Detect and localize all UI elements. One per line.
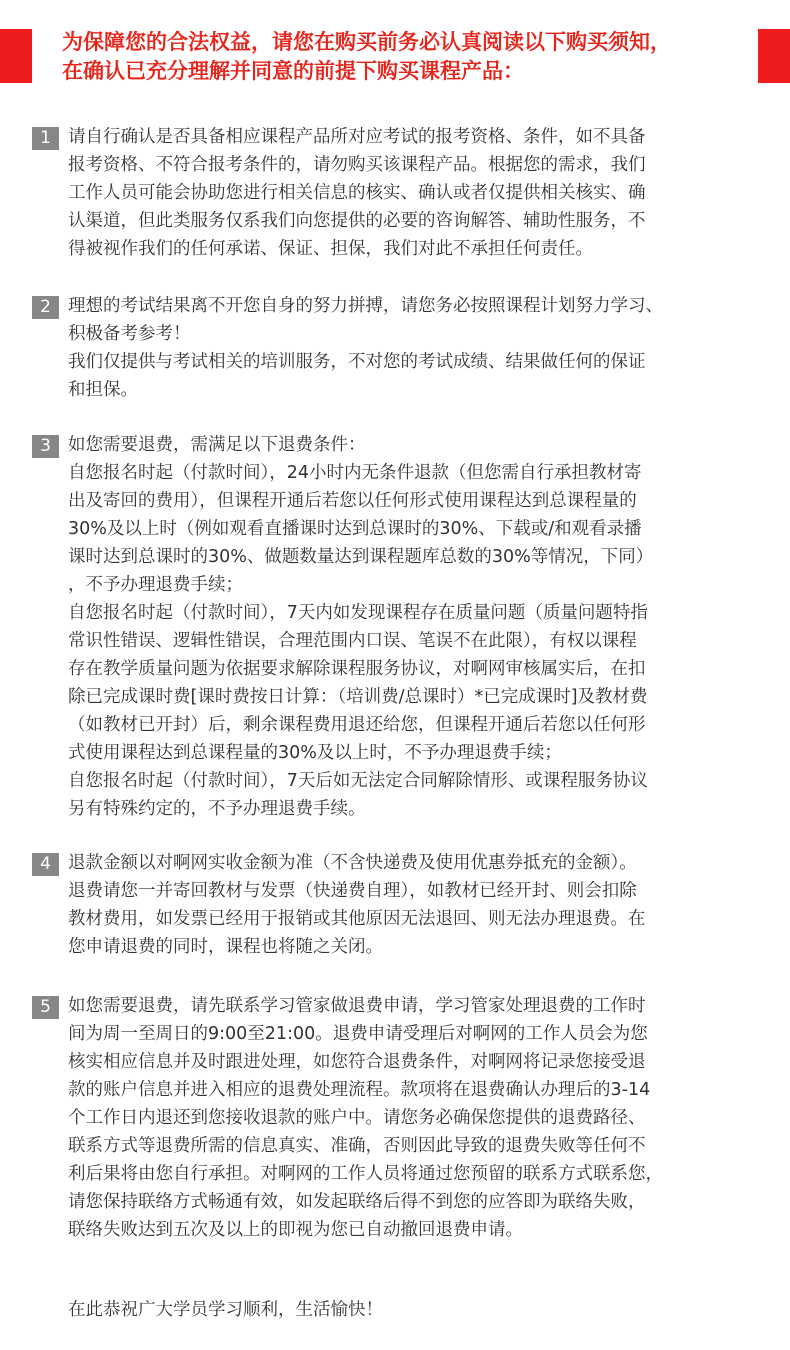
text-line: 个工作日内退还到您接收退款的账户中。请您务必确保您提供的退费路径、 — [68, 1108, 646, 1128]
text-line: 工作人员可能会协助您进行相关信息的核实、确认或者仅提供相关核实、确 — [68, 183, 646, 203]
text-line: 得被视作我们的任何承诺、保证、担保，我们对此不承担任何责任。 — [68, 239, 593, 259]
text-line: 如您需要退费，需满足以下退费条件： — [68, 435, 366, 455]
text-line: 退款金额以对啊网实收金额为准（不含快递费及使用优惠券抵充的金额）。 — [68, 853, 637, 873]
text-line: 联系方式等退费所需的信息真实、准确，否则因此导致的退费失败等任何不 — [68, 1136, 646, 1156]
text-line: 自您报名时起（付款时间），24小时内无条件退款（但您需自行承担教材寄 — [68, 463, 642, 483]
text-line: 退费请您一并寄回教材与发票（快递费自理），如教材已经开封、则会扣除 — [68, 881, 637, 901]
text-line: 课时达到总课时的30%、做题数量达到课程题库总数的30%等情况，下同） — [68, 547, 654, 567]
section-number-badge: 2 — [32, 296, 59, 319]
closing-greeting: 在此恭祝广大学员学习顺利，生活愉快！ — [68, 1300, 383, 1320]
text-line: 自您报名时起（付款时间），7天内如发现课程存在质量问题（质量问题特指 — [68, 603, 648, 623]
notice-title — [62, 28, 742, 86]
text-line: 存在教学质量问题为依据要求解除课程服务协议，对啊网审核属实后，在扣 — [68, 659, 646, 679]
notice-title-line: 在确认已充分理解并同意的前提下购买课程产品： — [62, 59, 524, 83]
text-line: 教材费用，如发票已经用于报销或其他原因无法退回、则无法办理退费。在 — [68, 909, 646, 929]
text-line: 出及寄回的费用），但课程开通后若您以任何形式使用课程达到总课程量的 — [68, 491, 637, 511]
text-line: ，不予办理退费手续； — [68, 575, 243, 595]
text-line: 如您需要退费，请先联系学习管家做退费申请，学习管家处理退费的工作时 — [68, 996, 646, 1016]
text-line: 联络失败达到五次及以上的即视为您已自动撤回退费申请。 — [68, 1220, 523, 1240]
header-accent-bar-left — [0, 29, 32, 83]
notice-header — [0, 0, 790, 110]
section-number-badge: 3 — [32, 435, 59, 458]
section-number-badge: 1 — [32, 127, 59, 150]
section-number-badge: 4 — [32, 853, 59, 876]
text-line: 认渠道，但此类服务仅系我们向您提供的必要的咨询解答、辅助性服务，不 — [68, 211, 646, 231]
text-line: 除已完成课时费[课时费按日计算：（培训费/总课时）*已完成课时]及教材费 — [68, 687, 648, 707]
text-line: （如教材已开封）后，剩余课程费用退还给您，但课程开通后若您以任何形 — [68, 715, 646, 735]
header-accent-bar-right — [758, 29, 790, 83]
text-line: 款的账户信息并进入相应的退费处理流程。款项将在退费确认办理后的3-14 — [68, 1080, 651, 1100]
text-line: 式使用课程达到总课程量的30%及以上时，不予办理退费手续； — [68, 743, 562, 763]
notice-title-line: 为保障您的合法权益，请您在购买前务必认真阅读以下购买须知， — [62, 30, 671, 54]
text-line: 请自行确认是否具备相应课程产品所对应考试的报考资格、条件，如不具备 — [68, 127, 646, 147]
section-text — [68, 849, 768, 961]
section-text — [68, 292, 768, 404]
text-line: 自您报名时起（付款时间），7天后如无法定合同解除情形、或课程服务协议 — [68, 771, 648, 791]
text-line: 30%及以上时（例如观看直播课时达到总课时的30%、下载或/和观看录播 — [68, 519, 642, 539]
text-line: 积极备考参考！ — [68, 324, 191, 344]
text-line: 和担保。 — [68, 380, 138, 400]
section-text — [68, 992, 768, 1244]
text-line: 理想的考试结果离不开您自身的努力拼搏，请您务必按照课程计划努力学习、 — [68, 296, 663, 316]
text-line: 我们仅提供与考试相关的培训服务，不对您的考试成绩、结果做任何的保证 — [68, 352, 646, 372]
text-line: 核实相应信息并及时跟进处理，如您符合退费条件，对啊网将记录您接受退 — [68, 1052, 646, 1072]
text-line: 另有特殊约定的，不予办理退费手续。 — [68, 799, 366, 819]
section-text — [68, 123, 768, 263]
text-line: 利后果将由您自行承担。对啊网的工作人员将通过您预留的联系方式联系您， — [68, 1164, 663, 1184]
text-line: 间为周一至周日的9:00至21:00。退费申请受理后对啊网的工作人员会为您 — [68, 1024, 648, 1044]
text-line: 您申请退费的同时，课程也将随之关闭。 — [68, 937, 383, 957]
text-line: 常识性错误、逻辑性错误，合理范围内口误、笔误不在此限），有权以课程 — [68, 631, 637, 651]
text-line: 报考资格、不符合报考条件的，请勿购买该课程产品。根据您的需求，我们 — [68, 155, 646, 175]
section-number-badge: 5 — [32, 996, 59, 1019]
text-line: 请您保持联络方式畅通有效，如发起联络后得不到您的应答即为联络失败， — [68, 1192, 646, 1212]
section-text — [68, 431, 768, 823]
